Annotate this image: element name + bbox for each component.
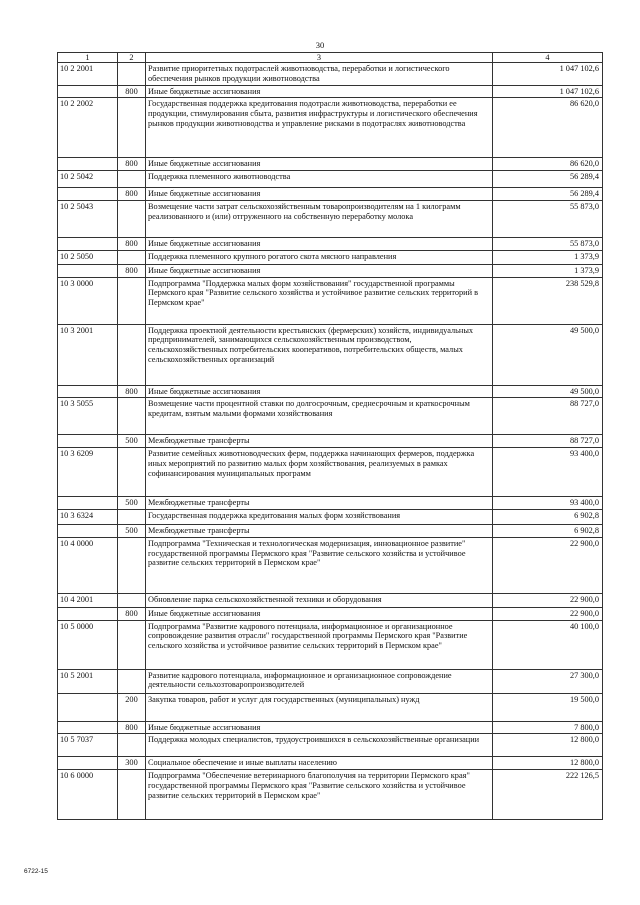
row-type-cell: 800 — [118, 607, 146, 620]
table-row — [58, 201, 603, 238]
row-amount-cell: 6 902,8 — [493, 510, 603, 525]
row-type-cell — [118, 448, 146, 497]
row-amount-cell: 27 300,0 — [493, 669, 603, 693]
row-code-cell — [58, 85, 118, 98]
row-code-cell: 10 4 2001 — [58, 593, 118, 607]
row-amount-cell: 22 900,0 — [493, 593, 603, 607]
row-name-cell: Подпрограмма "Техническая и технологическая модернизация, инновационное развитие" государственной программы Пермского края "Развитие сельского хозяйства и устойчивое развитие сельских территорий в Пермском крае" — [146, 537, 493, 593]
row-amount-cell: 56 289,4 — [493, 171, 603, 188]
table-row — [58, 98, 603, 158]
row-amount-cell: 55 873,0 — [493, 201, 603, 238]
table-row — [58, 324, 603, 385]
table-row — [58, 525, 603, 538]
row-name-cell: Развитие семейных животноводческих ферм, поддержка начинающих фермеров, поддержка иных мероприятий по развитию малых форм хозяйствования, реализуемых в рамках софинансирования муниципальных программ — [146, 448, 493, 497]
budget-table — [57, 52, 603, 820]
row-code-cell: 10 4 0000 — [58, 537, 118, 593]
row-code-cell — [58, 238, 118, 251]
row-type-cell: 500 — [118, 525, 146, 538]
row-amount-cell: 55 873,0 — [493, 238, 603, 251]
row-type-cell: 800 — [118, 721, 146, 734]
row-amount-cell: 22 900,0 — [493, 607, 603, 620]
table-row — [58, 435, 603, 448]
row-amount-cell: 86 620,0 — [493, 158, 603, 171]
table-row — [58, 620, 603, 669]
row-amount-cell: 222 126,5 — [493, 770, 603, 820]
table-row — [58, 385, 603, 398]
row-type-cell: 500 — [118, 435, 146, 448]
row-code-cell — [58, 497, 118, 510]
table-row — [58, 497, 603, 510]
table-row — [58, 669, 603, 693]
row-name-cell: Развитие кадрового потенциала, информационное и организационное сопровождение деятельности сельхозтоваропроизводителей — [146, 669, 493, 693]
row-amount-cell: 238 529,8 — [493, 277, 603, 324]
row-name-cell: Иные бюджетные ассигнования — [146, 721, 493, 734]
header-row — [58, 53, 603, 63]
footer-code: 6722-15 — [24, 868, 48, 875]
row-name-cell: Поддержка молодых специалистов, трудоустроившихся в сельскохозяйственные организации — [146, 734, 493, 757]
row-code-cell: 10 3 5055 — [58, 398, 118, 435]
row-code-cell — [58, 721, 118, 734]
row-type-cell — [118, 98, 146, 158]
row-code-cell — [58, 188, 118, 201]
row-name-cell: Подпрограмма "Обеспечение ветеринарного благополучия на территории Пермского края" государственной программы Пермского края "Развитие сельского хозяйства и устойчивое развитие сельских территорий в Пермском крае" — [146, 770, 493, 820]
row-name-cell: Иные бюджетные ассигнования — [146, 607, 493, 620]
row-type-cell: 500 — [118, 497, 146, 510]
row-name-cell: Государственная поддержка кредитования подотрасли животноводства, переработки ее продукции, стимулирования сбыта, развития инфраструктуры и логистического обеспечения рынков продукции животноводства и управление рисками в подотраслях животноводства — [146, 98, 493, 158]
row-amount-cell: 12 800,0 — [493, 734, 603, 757]
table-row — [58, 158, 603, 171]
header-col-3: 3 — [146, 53, 493, 63]
row-code-cell — [58, 158, 118, 171]
row-name-cell: Иные бюджетные ассигнования — [146, 85, 493, 98]
row-amount-cell: 88 727,0 — [493, 398, 603, 435]
page-number: 30 — [315, 40, 325, 50]
row-code-cell: 10 2 2002 — [58, 98, 118, 158]
row-name-cell: Обновление парка сельскохозяйственной техники и оборудования — [146, 593, 493, 607]
row-name-cell: Иные бюджетные ассигнования — [146, 158, 493, 171]
row-amount-cell: 22 900,0 — [493, 537, 603, 593]
row-type-cell: 800 — [118, 158, 146, 171]
row-name-cell: Межбюджетные трансферты — [146, 497, 493, 510]
row-name-cell: Межбюджетные трансферты — [146, 525, 493, 538]
row-name-cell: Подпрограмма "Поддержка малых форм хозяйствования" государственной программы Пермского края "Развитие сельского хозяйства и устойчивое развитие сельских территорий в Пермском крае" — [146, 277, 493, 324]
table-row — [58, 85, 603, 98]
row-type-cell: 800 — [118, 85, 146, 98]
row-type-cell — [118, 620, 146, 669]
row-name-cell: Иные бюджетные ассигнования — [146, 238, 493, 251]
table-row — [58, 171, 603, 188]
row-amount-cell: 93 400,0 — [493, 497, 603, 510]
row-name-cell: Поддержка проектной деятельности крестьянских (фермерских) хозяйств, индивидуальных предпринимателей, занимающихся сельскохозяйственным производством, сельскохозяйственных потребительских кооперативов, потребительских обществ, малых сельскохозяйственных организаций — [146, 324, 493, 385]
row-amount-cell: 40 100,0 — [493, 620, 603, 669]
row-code-cell — [58, 264, 118, 277]
row-code-cell — [58, 693, 118, 721]
row-name-cell: Закупка товаров, работ и услуг для государственных (муниципальных) нужд — [146, 693, 493, 721]
row-code-cell — [58, 525, 118, 538]
table-row — [58, 770, 603, 820]
row-code-cell — [58, 435, 118, 448]
row-code-cell: 10 3 2001 — [58, 324, 118, 385]
row-name-cell: Возмещение части затрат сельскохозяйственным товаропроизводителям на 1 килограмм реализованного и (или) отгруженного на собственную переработку молока — [146, 201, 493, 238]
row-code-cell: 10 2 5042 — [58, 171, 118, 188]
row-code-cell: 10 3 6209 — [58, 448, 118, 497]
row-type-cell: 800 — [118, 238, 146, 251]
table-row — [58, 757, 603, 770]
row-amount-cell: 86 620,0 — [493, 98, 603, 158]
row-type-cell — [118, 537, 146, 593]
row-amount-cell: 7 800,0 — [493, 721, 603, 734]
row-amount-cell: 1 047 102,6 — [493, 85, 603, 98]
row-type-cell — [118, 734, 146, 757]
table-row — [58, 607, 603, 620]
row-type-cell — [118, 277, 146, 324]
row-code-cell: 10 5 2001 — [58, 669, 118, 693]
row-name-cell: Поддержка племенного животноводства — [146, 171, 493, 188]
row-code-cell: 10 5 7037 — [58, 734, 118, 757]
row-code-cell — [58, 607, 118, 620]
table-row — [58, 734, 603, 757]
row-amount-cell: 1 047 102,6 — [493, 63, 603, 86]
row-name-cell: Возмещение части процентной ставки по долгосрочным, среднесрочным и краткосрочным кредитам, взятым малыми формами хозяйствования — [146, 398, 493, 435]
row-code-cell: 10 2 2001 — [58, 63, 118, 86]
row-amount-cell: 6 902,8 — [493, 525, 603, 538]
row-name-cell: Развитие приоритетных подотраслей животноводства, переработки и логистического обеспечения рынков продукции животноводства — [146, 63, 493, 86]
table-row — [58, 63, 603, 86]
table-row — [58, 593, 603, 607]
row-code-cell: 10 2 5043 — [58, 201, 118, 238]
row-name-cell: Межбюджетные трансферты — [146, 435, 493, 448]
table-row — [58, 188, 603, 201]
row-name-cell: Подпрограмма "Развитие кадрового потенциала, информационное и организационное сопровождение развития отрасли" государственной программы Пермского края "Развитие сельского хозяйства и устойчивое развитие сельских территорий в Пермском крае" — [146, 620, 493, 669]
table-row — [58, 721, 603, 734]
row-name-cell: Иные бюджетные ассигнования — [146, 385, 493, 398]
row-type-cell — [118, 593, 146, 607]
row-type-cell — [118, 510, 146, 525]
table-row — [58, 238, 603, 251]
row-type-cell — [118, 398, 146, 435]
row-code-cell — [58, 385, 118, 398]
row-type-cell — [118, 250, 146, 264]
row-type-cell — [118, 669, 146, 693]
row-name-cell: Иные бюджетные ассигнования — [146, 188, 493, 201]
row-amount-cell: 19 500,0 — [493, 693, 603, 721]
table-row — [58, 250, 603, 264]
row-amount-cell: 12 800,0 — [493, 757, 603, 770]
row-name-cell: Иные бюджетные ассигнования — [146, 264, 493, 277]
row-type-cell: 800 — [118, 264, 146, 277]
row-amount-cell: 56 289,4 — [493, 188, 603, 201]
row-type-cell: 800 — [118, 385, 146, 398]
row-type-cell: 300 — [118, 757, 146, 770]
row-type-cell — [118, 171, 146, 188]
row-type-cell — [118, 63, 146, 86]
row-code-cell: 10 6 0000 — [58, 770, 118, 820]
row-amount-cell: 88 727,0 — [493, 435, 603, 448]
row-amount-cell: 49 500,0 — [493, 324, 603, 385]
header-col-1: 1 — [58, 53, 118, 63]
row-amount-cell: 1 373,9 — [493, 250, 603, 264]
row-code-cell: 10 3 0000 — [58, 277, 118, 324]
row-type-cell — [118, 324, 146, 385]
table-row — [58, 398, 603, 435]
table-row — [58, 277, 603, 324]
row-type-cell: 200 — [118, 693, 146, 721]
table-row — [58, 448, 603, 497]
row-name-cell: Поддержка племенного крупного рогатого скота мясного направления — [146, 250, 493, 264]
header-col-4: 4 — [493, 53, 603, 63]
row-type-cell: 800 — [118, 188, 146, 201]
row-code-cell — [58, 757, 118, 770]
table-row — [58, 510, 603, 525]
row-amount-cell: 1 373,9 — [493, 264, 603, 277]
row-amount-cell: 93 400,0 — [493, 448, 603, 497]
row-amount-cell: 49 500,0 — [493, 385, 603, 398]
row-code-cell: 10 2 5050 — [58, 250, 118, 264]
row-code-cell: 10 5 0000 — [58, 620, 118, 669]
row-type-cell — [118, 201, 146, 238]
table-row — [58, 693, 603, 721]
table-row — [58, 537, 603, 593]
row-type-cell — [118, 770, 146, 820]
table-row — [58, 264, 603, 277]
row-name-cell: Государственная поддержка кредитования малых форм хозяйствования — [146, 510, 493, 525]
header-col-2: 2 — [118, 53, 146, 63]
row-name-cell: Социальное обеспечение и иные выплаты населению — [146, 757, 493, 770]
row-code-cell: 10 3 6324 — [58, 510, 118, 525]
